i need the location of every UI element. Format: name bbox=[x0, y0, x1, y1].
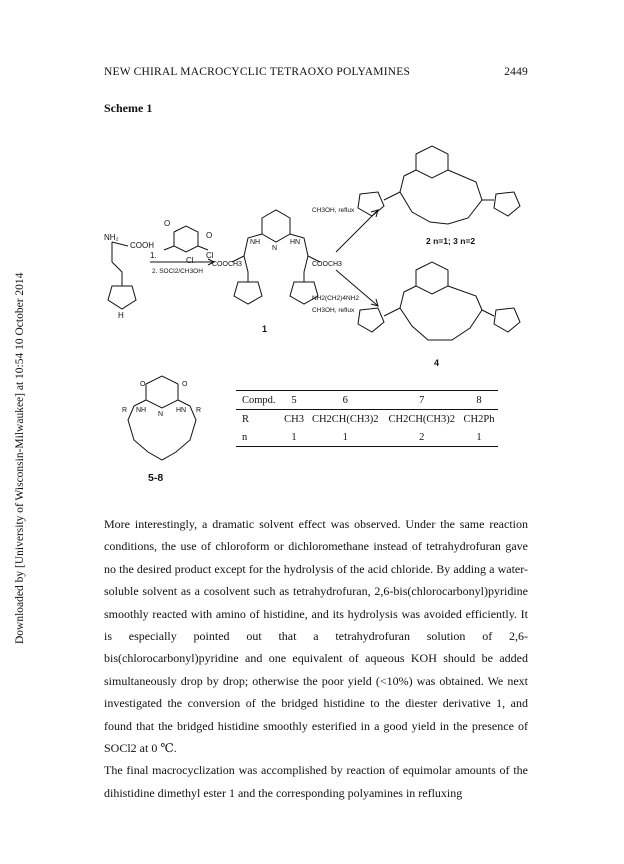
c58-o-right: O bbox=[182, 381, 188, 388]
ester-left: COOCH3 bbox=[212, 261, 242, 268]
step-2-label: 2. SOCl2/CH3OH bbox=[152, 268, 203, 275]
table-cell: 5 bbox=[281, 391, 307, 410]
bottom-reagent-cond: CH3OH, reflux bbox=[312, 307, 355, 314]
table-cell: 1 bbox=[307, 428, 384, 447]
r-left-label: R bbox=[122, 407, 128, 414]
paragraph-1: More interestingly, a dramatic solvent effect was observed. Under the same reaction conditions, the use of chloroform or dichloromethane instead of tetrahydrofuran gave no the desired product except for the hydrolysis of the acid chloride. By adding a water-soluble solvent as a cosolvent such as tetrahydrofuran, 2,6-bis(chlorocarbonyl)pyridine smoothly reacted with amino of histidine, and its hydrolysis was avoided efficiently. It is especially pointed out that a tetrahydrofuran solution of 2,6-bis(chlorocarbonyl)pyridine and one equivalent of aqueous KOH should be added simultaneously drop by drop; otherwise the poor yield (<10%) was obtained. We next investigated the conversion of the bridged histidine to the diester derivative 1, and found that the bridged histidine smoothly esterified in a good yield in the presence of SOCl2 at 0 ℃. bbox=[104, 517, 528, 756]
r-right-label: R bbox=[196, 407, 202, 414]
c58-o-left: O bbox=[140, 381, 146, 388]
c58-n-label: N bbox=[158, 411, 164, 418]
body-text bbox=[104, 513, 528, 804]
table-cell: CH2CH(CH3)2 bbox=[388, 413, 456, 425]
c58-hn-label: HN bbox=[176, 407, 187, 414]
download-notice: Downloaded by [University of Wisconsin-Milwaukee] at 10:54 10 October 2014 bbox=[14, 272, 26, 644]
page-number: 2449 bbox=[504, 66, 528, 78]
ester-right: COOCH3 bbox=[312, 261, 342, 268]
table-cell: CH3 bbox=[284, 413, 304, 425]
reagent-cl-left: Cl bbox=[186, 256, 194, 265]
table-cell: 1 bbox=[281, 428, 307, 447]
table-cell: 7 bbox=[384, 391, 461, 410]
bottom-reagent: NH2(CH2)4NH2 bbox=[312, 295, 359, 302]
cooh-label: COOH bbox=[130, 241, 154, 250]
compound-4-label: 4 bbox=[434, 358, 440, 368]
imidazole-h-label: H bbox=[118, 311, 124, 320]
scheme-label: Scheme 1 bbox=[104, 101, 153, 115]
table-row-n bbox=[236, 428, 498, 447]
top-reagent-cond: CH3OH, reflux bbox=[312, 207, 355, 214]
c58-nh-label: NH bbox=[136, 407, 147, 414]
table-row-r bbox=[236, 410, 498, 429]
step-1-label: 1. bbox=[150, 251, 157, 260]
table-cell: 6 bbox=[307, 391, 384, 410]
table-cell: 8 bbox=[460, 391, 498, 410]
table-cell: 1 bbox=[460, 428, 498, 447]
c1-hn-label: HN bbox=[290, 239, 301, 246]
reagent-o-left: O bbox=[164, 219, 171, 228]
c1-n-label: N bbox=[272, 245, 278, 252]
compound-1-label: 1 bbox=[262, 324, 268, 334]
nh2-label: NH₂ bbox=[104, 233, 119, 242]
reagent-o-right: O bbox=[206, 231, 213, 240]
compound-5-8-label: 5-8 bbox=[148, 472, 164, 484]
c1-nh-label: NH bbox=[250, 239, 261, 246]
table-cell: Compd. bbox=[236, 391, 281, 410]
product-2-3-label: 2 n=1; 3 n=2 bbox=[426, 236, 476, 246]
paragraph-2: The final macrocyclization was accomplished by reaction of equimolar amounts of the dihistidine dimethyl ester 1 and the corresponding polyamines in refluxing bbox=[104, 763, 528, 800]
reagent-cl-right: Cl bbox=[206, 251, 214, 260]
table-cell: 2 bbox=[384, 428, 461, 447]
table-cell: CH2CH(CH3)2 bbox=[311, 413, 379, 425]
table-header-row bbox=[236, 391, 498, 410]
compound-table bbox=[236, 390, 498, 447]
table-cell: n bbox=[236, 428, 281, 447]
table-cell: CH2Ph bbox=[463, 413, 495, 425]
table-cell: R bbox=[242, 413, 250, 425]
running-title: NEW CHIRAL MACROCYCLIC TETRAOXO POLYAMINES bbox=[104, 66, 411, 78]
